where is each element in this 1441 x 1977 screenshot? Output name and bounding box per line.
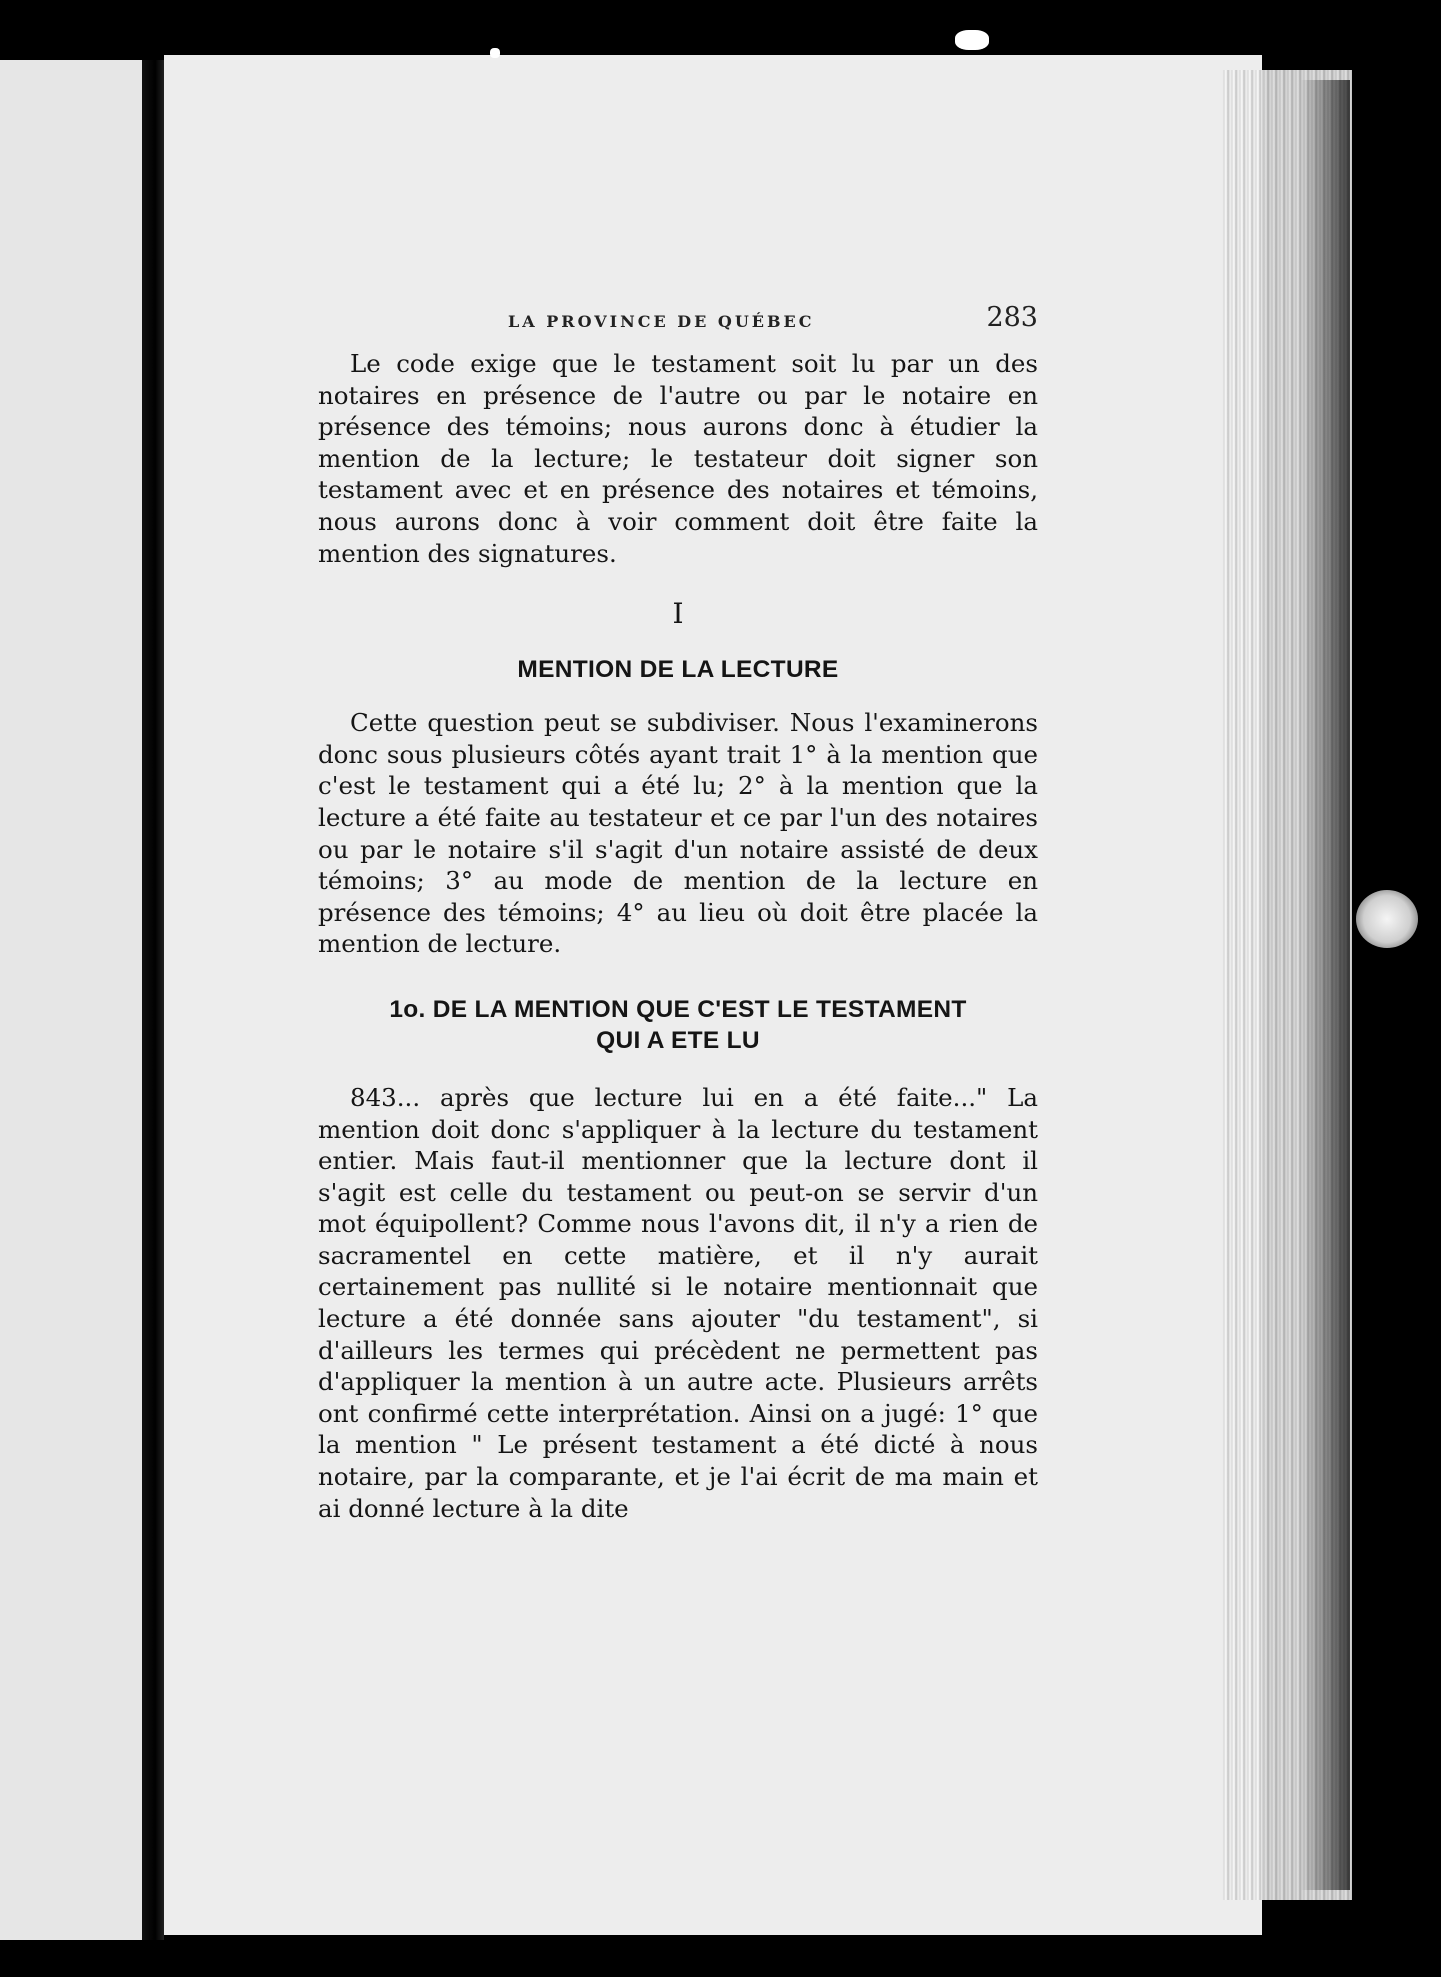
scan-spot	[955, 30, 989, 50]
page-text	[318, 300, 1038, 1524]
scan-spot	[490, 48, 500, 58]
page-number: 283	[986, 302, 1038, 333]
page-edges-shadow	[1300, 80, 1350, 1890]
subsection-heading-line-1: 1o. DE LA MENTION QUE C'EST LE TESTAMENT	[389, 995, 967, 1023]
subsection-heading	[318, 994, 1038, 1056]
section-numeral: I	[672, 597, 684, 631]
paragraph-intro: Le code exige que le testament soit lu par un des notaires en présence de l'autre ou par le notaire en présence des témoins; nous aurons donc à étudier la mention de la lecture; le testateur doit signer son testament avec et en présence des notaires et témoins, nous aurons donc à voir comment doit être faite la mention des signatures.	[318, 349, 1038, 568]
section-heading: MENTION DE LA LECTURE	[517, 656, 839, 684]
running-title: LA PROVINCE DE QUÉBEC	[508, 312, 815, 331]
paragraph-article-843: 843... après que lecture lui en a été faite..." La mention doit donc s'appliquer à la lecture du testament entier. Mais faut-il mentionner que la lecture dont il s'agit est celle du testament ou peut-on se servir d'un mot équipollent? Comme nous l'avons dit, il n'y a rien de sacramentel en cette matière, et il n'y aurait certainement pas nullité si le notaire mentionnait que lecture a été donnée sans ajouter "du testament", si d'ailleurs les termes qui précèdent ne permettent pas d'appliquer la mention à un autre acte. Plusieurs arrêts ont confirmé cette interprétation. Ainsi on a jugé: 1° que la mention " Le présent testament a été dicté à nous notaire, par la comparante, et je l'ai écrit de ma main et ai donné lecture à la dite	[318, 1082, 1038, 1523]
paragraph-subdivision: Cette question peut se subdiviser. Nous l'examinerons donc sous plusieurs côtés ayant trait 1° à la mention que c'est le testament qui a été lu; 2° à la mention que la lecture a été faite au testateur et ce par l'un des notaires ou par le notaire s'il s'agit d'un notaire assisté de deux témoins; 3° au mode de mention de la lecture en présence des témoins; 4° au lieu où doit être placée la mention de lecture.	[318, 708, 1038, 959]
subsection-heading-line-2: QUI A ETE LU	[596, 1026, 760, 1054]
running-head	[318, 300, 1038, 340]
book-gutter	[142, 60, 164, 1940]
scan-smudge	[1356, 890, 1418, 948]
left-page-edge	[0, 60, 142, 1940]
